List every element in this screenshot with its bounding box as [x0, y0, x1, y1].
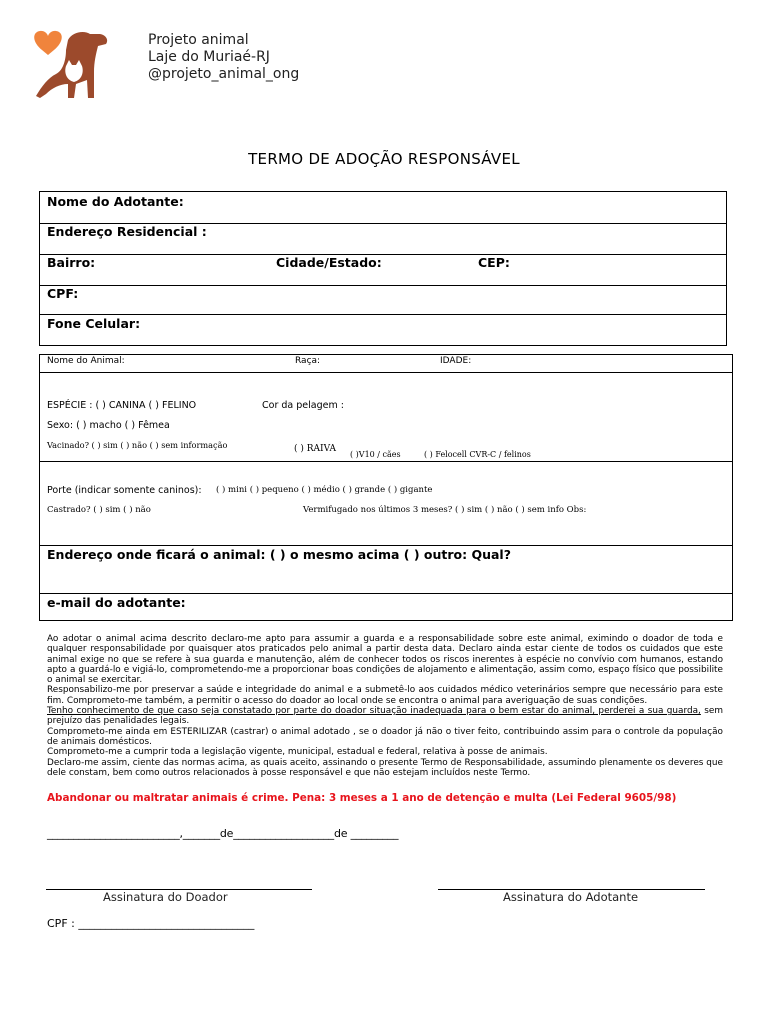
terms-paragraph: Ao adotar o animal acima descrito declaro-me apto para assumir a guarda e a responsabilidade sobre este animal, eximindo o doador de toda e qualquer responsabilidade por quaisquer atos praticados pelo animal a partir desta data. Declaro ainda estar ciente de todos os cuidados que este animal exige no que se refere à sua guarda e manutenção, além de conhecer todos os riscos inerentes à espécie no convívio com humanos, estando apto a guardá-lo e vigiá-lo, comprometendo-me a proporcionar boas condições de alojamento e alimentação, assim como, espaço físico que possibilite o animal se exercitar.	[47, 634, 723, 686]
address-field[interactable]: Endereço Residencial :	[47, 224, 207, 239]
terms-text	[47, 634, 723, 778]
row-divider	[40, 285, 726, 286]
row-divider	[40, 372, 732, 373]
breed-field[interactable]: Raça:	[295, 356, 321, 366]
org-handle: @projeto_animal_ong	[148, 66, 300, 82]
rabies-checkbox[interactable]: ( ) RAIVA	[294, 444, 336, 454]
species-checkboxes[interactable]: ESPÉCIE : ( ) CANINA ( ) FELINO	[47, 400, 197, 411]
donor-cpf-field[interactable]: CPF : ________________________________	[47, 917, 255, 930]
terms-paragraph: Declaro-me assim, ciente das normas acima, as quais aceito, assinando o presente Termo de Responsabilidade, assumindo plenamente os deveres que dele constam, bem como outros relacionados à posse responsável e que não estejam incluídos neste Termo.	[47, 757, 723, 778]
terms-paragraph: Responsabilizo-me por preservar a saúde e integridade do animal e a submetê-lo aos cuidados médico veterinários sempre que necessário para este fim. Comprometo-me também, a permitir o acesso do doador ao local onde se encontra o animal para averiguação de suas condições.	[47, 685, 723, 706]
projeto-animal-logo	[30, 28, 112, 104]
city-state-field[interactable]: Cidade/Estado:	[276, 255, 382, 270]
adopter-signature-label: Assinatura do Adotante	[503, 890, 639, 904]
size-checkboxes[interactable]: ( ) mini ( ) pequeno ( ) médio ( ) grande ( ) gigante	[216, 485, 433, 495]
donor-signature-label: Assinatura do Doador	[103, 890, 228, 904]
animal-name-field[interactable]: Nome do Animal:	[47, 356, 125, 366]
terms-paragraph: sem prejuízo das penalidades legais.	[47, 706, 723, 727]
animal-info-table	[39, 354, 733, 621]
row-divider	[40, 461, 732, 462]
terms-paragraph: Comprometo-me a cumprir toda a legislação vigente, municipal, estadual e federal, relativa à posse de animais.	[47, 747, 548, 758]
castrated-checkboxes[interactable]: Castrado? ( ) sim ( ) não	[47, 505, 151, 515]
terms-paragraph: Comprometo-me ainda em ESTERILIZAR (castrar) o animal adotado , se o doador já não o tiver feito, contribuindo assim para o controle da população de animais domésticos.	[47, 726, 723, 747]
document-title: TERMO DE ADOÇÃO RESPONSÁVEL	[248, 150, 520, 168]
adopter-email-field[interactable]: e-mail do adotante:	[47, 595, 186, 610]
row-divider	[40, 593, 732, 594]
terms-underlined-clause: Tenho conhecimento de que caso seja constatado por parte do doador situação inadequada para o bem estar do animal, perderei a sua guarda,	[47, 706, 701, 717]
dewormed-checkboxes[interactable]: Vermifugado nos últimos 3 meses? ( ) sim ( ) não ( ) sem info Obs:	[303, 505, 587, 515]
cpf-field[interactable]: CPF:	[47, 286, 79, 301]
org-location: Laje do Muriaé-RJ	[148, 49, 270, 65]
felocell-checkbox[interactable]: ( ) Felocell CVR-C / felinos	[424, 450, 531, 459]
heart-icon	[34, 31, 62, 55]
age-field[interactable]: IDADE:	[440, 356, 472, 366]
row-divider	[40, 254, 726, 255]
phone-field[interactable]: Fone Celular:	[47, 316, 141, 331]
adopter-name-field[interactable]: Nome do Adotante:	[47, 194, 184, 209]
neighborhood-field[interactable]: Bairro:	[47, 255, 96, 270]
legal-warning: Abandonar ou maltratar animais é crime. Pena: 3 meses a 1 ano de detenção e multa (Lei Federal 9605/98)	[47, 792, 677, 804]
sex-checkboxes[interactable]: Sexo: ( ) macho ( ) Fêmea	[47, 420, 170, 431]
animal-address-field[interactable]: Endereço onde ficará o animal: ( ) o mesmo acima ( ) outro: Qual?	[47, 547, 511, 562]
v10-checkbox[interactable]: ( )V10 / cães	[350, 450, 401, 459]
coat-color-field[interactable]: Cor da pelagem :	[262, 400, 344, 411]
date-line[interactable]: _________________________,_______de___________________de _________	[47, 827, 399, 840]
org-name: Projeto animal	[148, 32, 249, 48]
size-label: Porte (indicar somente caninos):	[47, 485, 202, 496]
cep-field[interactable]: CEP:	[478, 255, 510, 270]
adopter-info-table	[39, 191, 727, 346]
organization-info	[148, 32, 299, 83]
vaccinated-checkboxes[interactable]: Vacinado? ( ) sim ( ) não ( ) sem informação	[47, 440, 228, 450]
row-divider	[40, 314, 726, 315]
row-divider	[40, 545, 732, 546]
